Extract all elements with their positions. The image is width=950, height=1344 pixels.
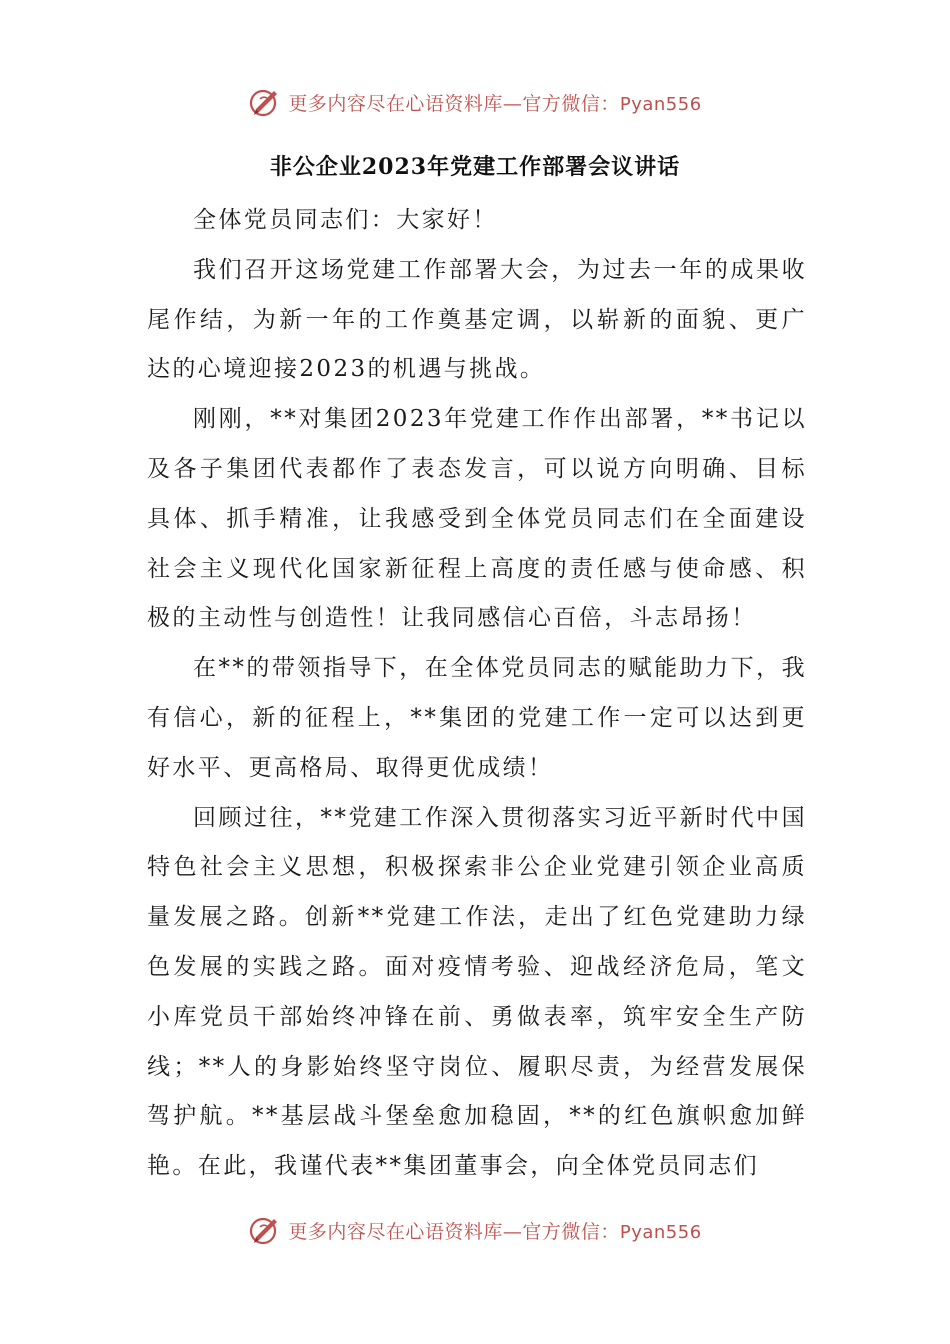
paragraph: 在**的带领指导下，在全体党员同志的赋能助力下，我有信心，新的征程上，**集团的党建工作一定可以达到更好水平、更高格局、取得更优成绩！ — [147, 655, 807, 781]
watermark-contact-label: 官方微信： — [522, 92, 620, 115]
watermark-brand: 更多内容尽在心语资料库 — [288, 1220, 503, 1243]
pen-logo-icon — [248, 85, 282, 119]
paragraph: 刚刚，**对集团2023年党建工作作出部署，**书记以及各子集团代表都作了表态发言，可以说方向明确、目标具体、抓手精准，让我感受到全体党员同志们在全面建设社会主义现代化国家新征程上高度的责任感与使命感、积极的主动性与创造性！让我同感信心百倍，斗志昂扬！ — [147, 406, 807, 632]
watermark-separator: — — [502, 1220, 523, 1243]
document-body — [147, 196, 807, 1192]
pen-logo-icon — [248, 1213, 282, 1247]
watermark-separator: — — [502, 92, 523, 115]
watermark-contact-id: Pyan556 — [619, 1221, 702, 1243]
paragraph: 我们召开这场党建工作部署大会，为过去一年的成果收尾作结，为新一年的工作奠基定调，以崭新的面貌、更广达的心境迎接2023的机遇与挑战。 — [147, 256, 807, 383]
footer-watermark — [0, 1208, 950, 1252]
watermark-text — [288, 1217, 701, 1244]
document-title: 非公企业2023年党建工作部署会议讲话 — [269, 154, 681, 180]
watermark-text — [288, 89, 701, 116]
watermark-brand: 更多内容尽在心语资料库 — [288, 92, 503, 115]
paragraph: 回顾过往，**党建工作深入贯彻落实习近平新时代中国特色社会主义思想，积极探索非公企业党建引领企业高质量发展之路。创新**党建工作法，走出了红色党建助力绿色发展的实践之路。面对疫情考验、迎战经济危局，笔文小库党员干部始终冲锋在前、勇做表率，筑牢安全生产防线；**人的身影始终坚守岗位、履职尽责，为经营发展保驾护航。**基层战斗堡垒愈加稳固，**的红色旗帜愈加鲜艳。在此，我谨代表**集团董事会，向全体党员同志们 — [147, 804, 807, 1180]
watermark-contact-label: 官方微信： — [522, 1220, 620, 1243]
watermark-contact-id: Pyan556 — [619, 93, 702, 115]
paragraph-greeting: 全体党员同志们：大家好！ — [193, 207, 498, 233]
header-watermark — [0, 80, 950, 124]
